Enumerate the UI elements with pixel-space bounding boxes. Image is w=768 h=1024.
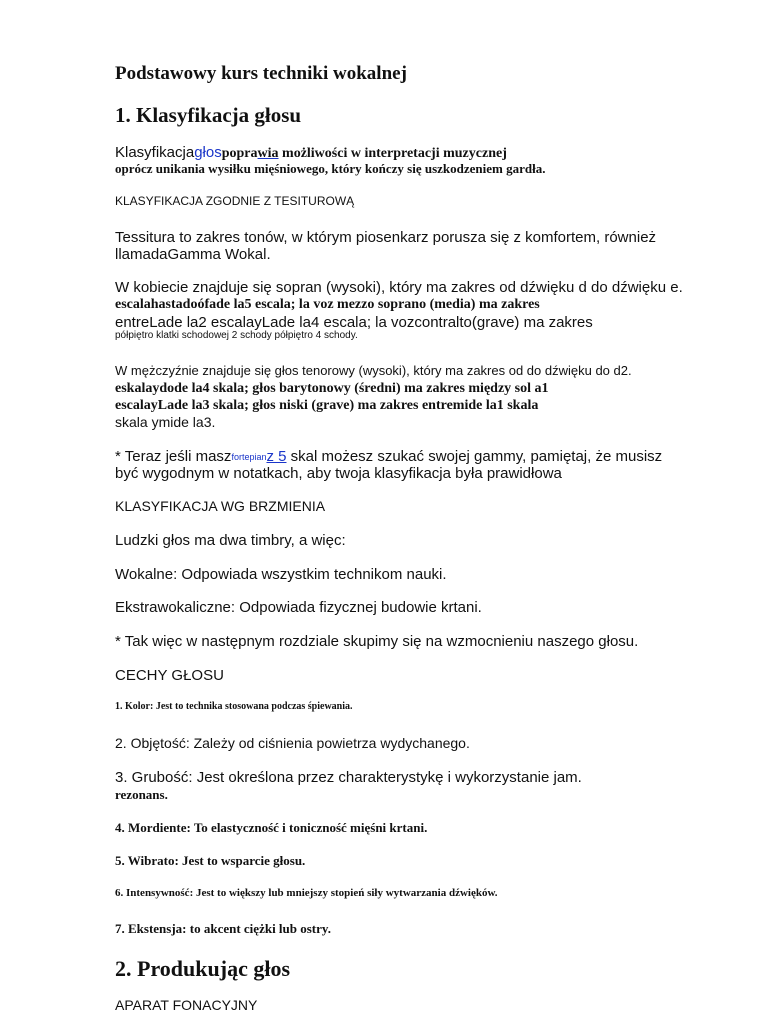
list-item: 2. Objętość: Zależy od ciśnienia powietrza wydychanego. [115,735,470,751]
paragraph-line: W mężczyźnie znajduje się głos tenorowy (wysoki), który ma zakres od do dźwięku do d2. [115,363,632,378]
paragraph-line: escalayLade la3 skala; głos niski (grave) ma zakres entremide la1 skala [115,398,539,413]
paragraph-line: Ekstrawokaliczne: Odpowiada fizycznej budowie krtani. [115,599,482,616]
list-item: 7. Ekstensja: to akcent ciężki lub ostry. [115,921,331,936]
paragraph-line: Ludzki głos ma dwa timbry, a więc: [115,532,346,549]
paragraph-line: Tessitura to zakres tonów, w którym piosenkarz porusza się z komfortem, również [115,229,657,246]
link-fortepian[interactable]: fortepian [231,452,267,462]
list-item-continuation: rezonans. [115,787,168,802]
paragraph-line: Wokalne: Odpowiada wszystkim technikom nauki. [115,566,447,583]
text-run: możliwości w interpretacji muzycznej [278,146,507,161]
link-z5[interactable]: z 5 [266,448,287,465]
text-run: skal możesz szukać swojej gammy, pamiętaj, że musisz [286,448,663,465]
paragraph-line [115,449,662,464]
paragraph-line: escalahastadoófade la5 escala; la voz mezzo soprano (media) ma zakres [115,297,540,312]
text-run: * Teraz jeśli masz [115,448,232,465]
link-glos[interactable]: głos [194,144,222,161]
list-item: 1. Kolor: Jest to technika stosowana podczas śpiewania. [115,701,353,712]
paragraph-line: * Tak więc w następnym rozdziale skupimy się na wzmocnieniu naszego głosu. [115,633,639,650]
list-item: 5. Wibrato: Jest to wsparcie głosu. [115,853,306,868]
list-item: 3. Grubość: Jest określona przez charakterystykę i wykorzystanie jam. [115,769,582,786]
link-wia[interactable]: wia [257,146,279,161]
paragraph-line: W kobiecie znajduje się sopran (wysoki), który ma zakres od dźwięku d do dźwięku e. [115,279,683,296]
paragraph-line [115,145,507,161]
subheading-tesitura: KLASYFIKACJA ZGODNIE Z TESITUROWĄ [115,194,355,208]
paragraph-line: oprócz unikania wysiłku mięśniowego, który kończy się uszkodzeniem gardła. [115,161,546,176]
list-item: 6. Intensywność: Jest to większy lub mniejszy stopień siły wytwarzania dźwięków. [115,887,498,899]
document-title: Podstawowy kurs techniki wokalnej [115,63,407,84]
list-item: 4. Mordiente: To elastyczność i toniczność mięśni krtani. [115,820,428,835]
section-heading-klasyfikacja: 1. Klasyfikacja głosu [115,103,302,127]
subheading-cechy: CECHY GŁOSU [115,667,224,684]
paragraph-line: być wygodnym w notatkach, aby twoja klasyfikacja była prawidłowa [115,465,562,482]
paragraph-line: entreLade la2 escalayLade la4 escala; la vozcontralto(grave) ma zakres [115,314,593,331]
paragraph-line: półpiętro klatki schodowej 2 schody półpiętro 4 schody. [115,330,358,341]
text-run: popra [221,146,258,161]
paragraph-line: eskalaydode la4 skala; głos barytonowy (średni) ma zakres między sol a1 [115,381,549,396]
paragraph-line: llamadaGamma Wokal. [115,246,271,263]
text-run: Klasyfikacja [115,144,195,161]
subheading-brzmienie: KLASYFIKACJA WG BRZMIENIA [115,498,326,514]
section-heading-produkujac: 2. Produkując głos [115,956,291,981]
paragraph-line: skala ymide la3. [115,414,216,430]
subheading-aparat: APARAT FONACYJNY [115,997,258,1013]
